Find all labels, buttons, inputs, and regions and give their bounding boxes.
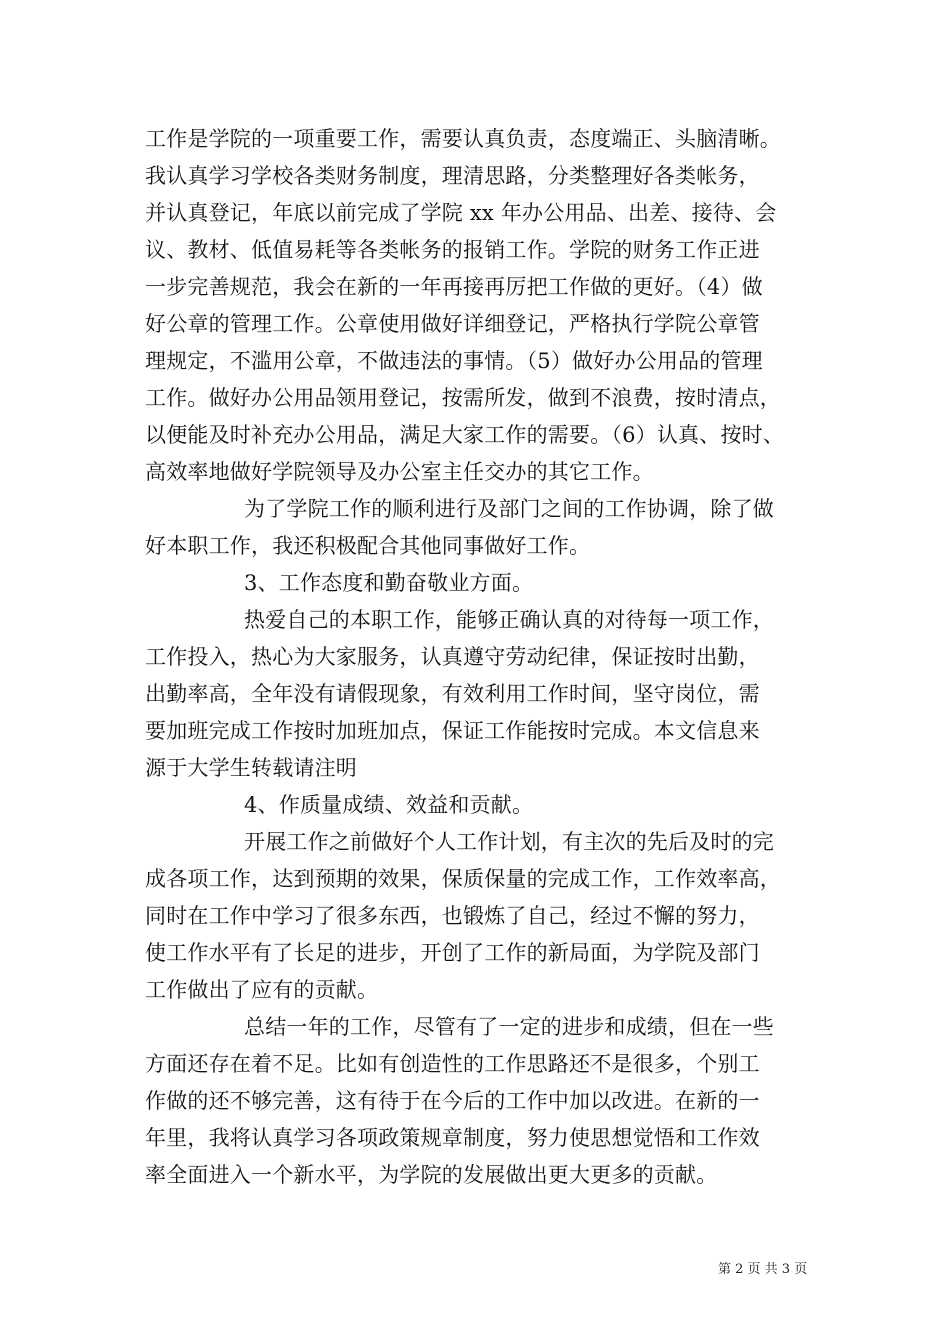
paragraph-first-line: 热爱自己的本职工作，能够正确认真的对待每一项工作，: [244, 608, 774, 632]
text-line: 同时在工作中学习了很多东西，也锻炼了自己，经过不懈的努力，: [145, 904, 760, 928]
text-line: 我认真学习学校各类财务制度，理清思路，分类整理好各类帐务，: [145, 164, 760, 188]
text-line: 工作是学院的一项重要工作，需要认真负责，态度端正、头脑清晰。: [145, 127, 781, 151]
text-line: 方面还存在着不足。比如有创造性的工作思路还不是很多，个别工: [145, 1052, 760, 1076]
text-line: 议、教材、低值易耗等各类帐务的报销工作。学院的财务工作正进: [145, 238, 760, 262]
paragraph-first-line: 为了学院工作的顺利进行及部门之间的工作协调，除了做: [244, 497, 774, 521]
text-line: 理规定，不滥用公章，不做违法的事情。（5）做好办公用品的管理: [145, 349, 763, 373]
text-line: 工作做出了应有的贡献。: [145, 978, 379, 1002]
text-line: 率全面进入一个新水平，为学院的发展做出更大更多的贡献。: [145, 1163, 718, 1187]
section-heading: 3、工作态度和勤奋敬业方面。: [244, 571, 534, 595]
text-line: 出勤率高，全年没有请假现象，有效利用工作时间，坚守岗位，需: [145, 682, 760, 706]
text-line: 高效率地做好学院领导及办公室主任交办的其它工作。: [145, 460, 654, 484]
paragraph-first-line: 开展工作之前做好个人工作计划，有主次的先后及时的完: [244, 830, 774, 854]
text-line: 以便能及时补充办公用品，满足大家工作的需要。（6）认真、按时、: [145, 423, 785, 447]
text-line: 源于大学生转载请注明: [145, 756, 357, 780]
text-line: 工作投入，热心为大家服务，认真遵守劳动纪律，保证按时出勤，: [145, 645, 760, 669]
text-line: 成各项工作，达到预期的效果，保质保量的完成工作，工作效率高，: [145, 867, 781, 891]
text-line: 一步完善规范，我会在新的一年再接再厉把工作做的更好。（4）做: [145, 275, 763, 299]
text-line: 好公章的管理工作。公章使用做好详细登记，严格执行学院公章管: [145, 312, 760, 336]
text-line: 年里，我将认真学习各项政策规章制度，努力使思想觉悟和工作效: [145, 1126, 760, 1150]
section-heading: 4、作质量成绩、效益和贡献。: [244, 793, 534, 817]
text-line: 要加班完成工作按时加班加点，保证工作能按时完成。本文信息来: [145, 719, 760, 743]
paragraph-first-line: 总结一年的工作，尽管有了一定的进步和成绩，但在一些: [244, 1015, 774, 1039]
text-line: 并认真登记，年底以前完成了学院 xx 年办公用品、出差、接待、会: [145, 201, 777, 225]
text-line: 使工作水平有了长足的进步，开创了工作的新局面，为学院及部门: [145, 941, 760, 965]
page-number-footer: 第 2 页 共 3 页: [718, 1262, 808, 1277]
text-line: 工作。做好办公用品领用登记，按需所发，做到不浪费，按时清点，: [145, 386, 781, 410]
text-line: 好本职工作，我还积极配合其他同事做好工作。: [145, 534, 591, 558]
text-line: 作做的还不够完善，这有待于在今后的工作中加以改进。在新的一: [145, 1089, 760, 1113]
